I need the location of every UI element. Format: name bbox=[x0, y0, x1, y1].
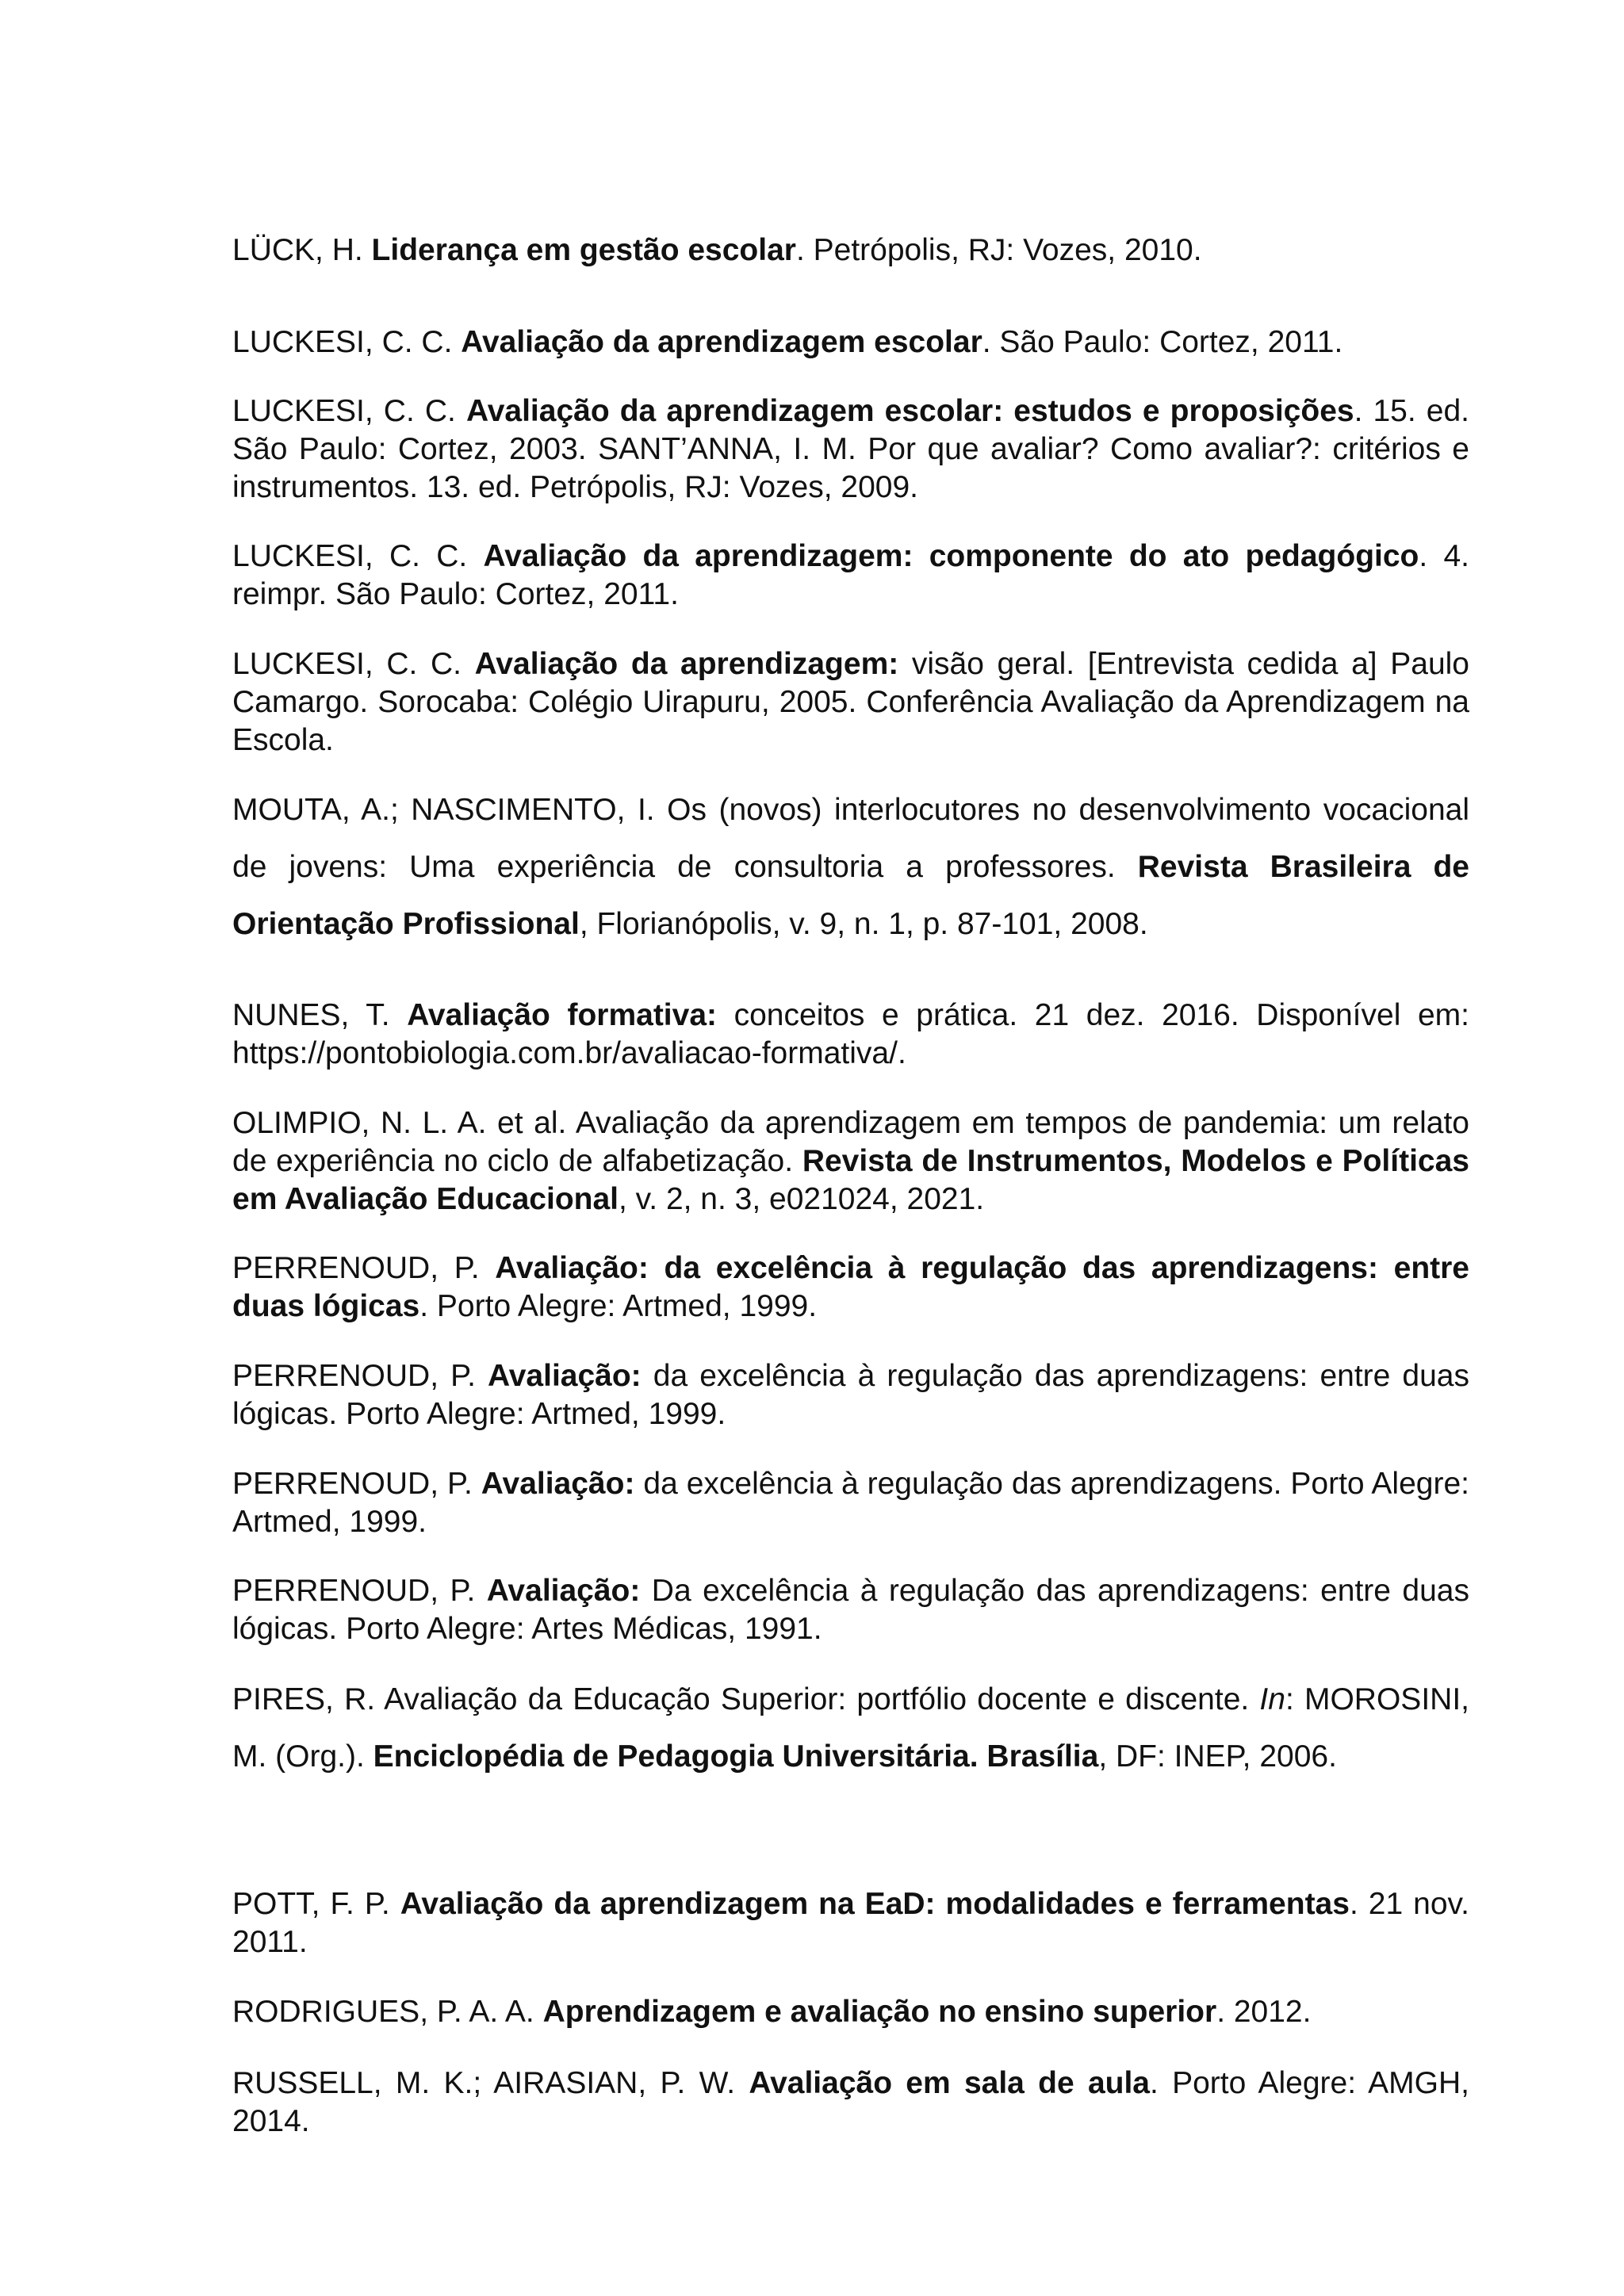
reference-bold-title: Avaliação da aprendizagem: componente do ato pedagógico bbox=[483, 539, 1419, 573]
reference-entry bbox=[232, 1104, 1469, 1219]
reference-bold-title: Revista Brasileira de Orientação Profissional bbox=[232, 850, 1469, 941]
reference-italic-text: In bbox=[1259, 1682, 1285, 1716]
reference-text: RUSSELL, M. K.; AIRASIAN, P. W. bbox=[232, 2066, 749, 2100]
reference-text: , DF: INEP, 2006. bbox=[1098, 1739, 1337, 1774]
reference-text: PERRENOUD, P. bbox=[232, 1359, 488, 1393]
reference-bold-title: Avaliação: bbox=[486, 1574, 641, 1608]
reference-bold-title: Avaliação da aprendizagem escolar: estudos e proposições bbox=[465, 394, 1354, 428]
reference-entry bbox=[232, 1885, 1469, 1961]
reference-entry bbox=[232, 538, 1469, 614]
reference-text: . São Paulo: Cortez, 2011. bbox=[982, 325, 1343, 359]
reference-text: . 21 nov. 2011. bbox=[232, 1887, 1469, 1959]
reference-entry bbox=[232, 1572, 1469, 1648]
reference-text: RODRIGUES, P. A. A. bbox=[232, 1995, 543, 2029]
reference-text: . Porto Alegre: Artmed, 1999. bbox=[419, 1289, 818, 1323]
reference-entry bbox=[232, 323, 1469, 362]
reference-text: POTT, F. P. bbox=[232, 1887, 400, 1921]
reference-bold-title: Revista de Instrumentos, Modelos e Políticas em Avaliação Educacional bbox=[232, 1144, 1469, 1216]
reference-text: . 15. ed. São Paulo: Cortez, 2003. SANT’ANNA, I. M. Por que avaliar? Como avaliar?: critérios e instrumentos. 13. ed. Petrópolis, RJ: Vozes, 2009. bbox=[232, 394, 1470, 504]
reference-text: NUNES, T. bbox=[232, 998, 408, 1032]
reference-entry bbox=[232, 782, 1469, 953]
reference-text: . 4. reimpr. São Paulo: Cortez, 2011. bbox=[232, 539, 1470, 611]
reference-bold-title: Avaliação: bbox=[488, 1359, 642, 1393]
reference-text: . Porto Alegre: AMGH, 2014. bbox=[232, 2066, 1469, 2138]
reference-bold-title: Liderança em gestão escolar bbox=[371, 233, 796, 267]
reference-entry bbox=[232, 1993, 1469, 2031]
reference-text: PIRES, R. Avaliação da Educação Superior: portfólio docente e discente. bbox=[232, 1682, 1260, 1716]
reference-text: PERRENOUD, P. bbox=[232, 1251, 496, 1285]
reference-entry bbox=[232, 392, 1469, 507]
reference-text: PERRENOUD, P. bbox=[232, 1574, 487, 1608]
reference-text: Da excelência à regulação das aprendizagens: entre duas lógicas. Porto Alegre: Artes Médicas, 1991. bbox=[232, 1574, 1469, 1646]
reference-text: LUCKESI, C. C. bbox=[232, 647, 475, 681]
reference-entry bbox=[232, 997, 1469, 1073]
reference-text: . Petrópolis, RJ: Vozes, 2010. bbox=[795, 233, 1202, 267]
reference-text: . 2012. bbox=[1216, 1995, 1312, 2029]
reference-entry bbox=[232, 1249, 1469, 1326]
reference-text: LÜCK, H. bbox=[232, 233, 372, 267]
reference-text: da excelência à regulação das aprendizagens. Porto Alegre: Artmed, 1999. bbox=[232, 1467, 1469, 1539]
reference-text: LUCKESI, C. C. bbox=[232, 325, 462, 359]
reference-text: , Florianópolis, v. 9, n. 1, p. 87-101, 2008. bbox=[579, 907, 1148, 941]
reference-text: LUCKESI, C. C. bbox=[232, 394, 466, 428]
reference-entry bbox=[232, 232, 1469, 270]
reference-entry bbox=[232, 1671, 1469, 1785]
reference-bold-title: Avaliação formativa: bbox=[407, 998, 718, 1032]
reference-text: conceitos e prática. 21 dez. 2016. Disponível em: https://pontobiologia.com.br/avaliacao-formativa/. bbox=[232, 998, 1469, 1070]
reference-text: LUCKESI, C. C. bbox=[232, 539, 484, 573]
reference-bold-title: Enciclopédia de Pedagogia Universitária. Brasília bbox=[373, 1739, 1099, 1774]
reference-entry bbox=[232, 1357, 1469, 1433]
reference-text: PERRENOUD, P. bbox=[232, 1467, 481, 1501]
reference-text: OLIMPIO, N. L. A. et al. Avaliação da aprendizagem em tempos de pandemia: um relato de experiência no ciclo de alfabetização. bbox=[232, 1106, 1469, 1178]
reference-entry bbox=[232, 645, 1469, 760]
reference-bold-title: Avaliação: bbox=[481, 1467, 635, 1501]
reference-bold-title: Aprendizagem e avaliação no ensino superior bbox=[542, 1995, 1217, 2029]
reference-text: , v. 2, n. 3, e021024, 2021. bbox=[619, 1182, 985, 1216]
reference-text: : MOROSINI, M. (Org.). bbox=[232, 1682, 1469, 1774]
reference-bold-title: Avaliação da aprendizagem escolar bbox=[461, 325, 982, 359]
reference-bold-title: Avaliação em sala de aula bbox=[749, 2066, 1150, 2100]
reference-text: da excelência à regulação das aprendizagens: entre duas lógicas. Porto Alegre: Artmed, 1999. bbox=[232, 1359, 1469, 1431]
reference-bold-title: Avaliação da aprendizagem: bbox=[474, 647, 899, 681]
reference-bold-title: Avaliação: da excelência à regulação das aprendizagens: entre duas lógicas bbox=[232, 1251, 1469, 1323]
reference-entry bbox=[232, 1465, 1469, 1541]
reference-entry bbox=[232, 2064, 1469, 2141]
reference-text: visão geral. [Entrevista cedida a] Paulo Camargo. Sorocaba: Colégio Uirapuru, 2005. Conferência Avaliação da Aprendizagem na Escola. bbox=[232, 647, 1469, 757]
reference-text: MOUTA, A.; NASCIMENTO, I. Os (novos) interlocutores no desenvolvimento vocacional de jovens: Uma experiência de consultoria a professores. bbox=[232, 793, 1469, 884]
reference-bold-title: Avaliação da aprendizagem na EaD: modalidades e ferramentas bbox=[400, 1887, 1350, 1921]
